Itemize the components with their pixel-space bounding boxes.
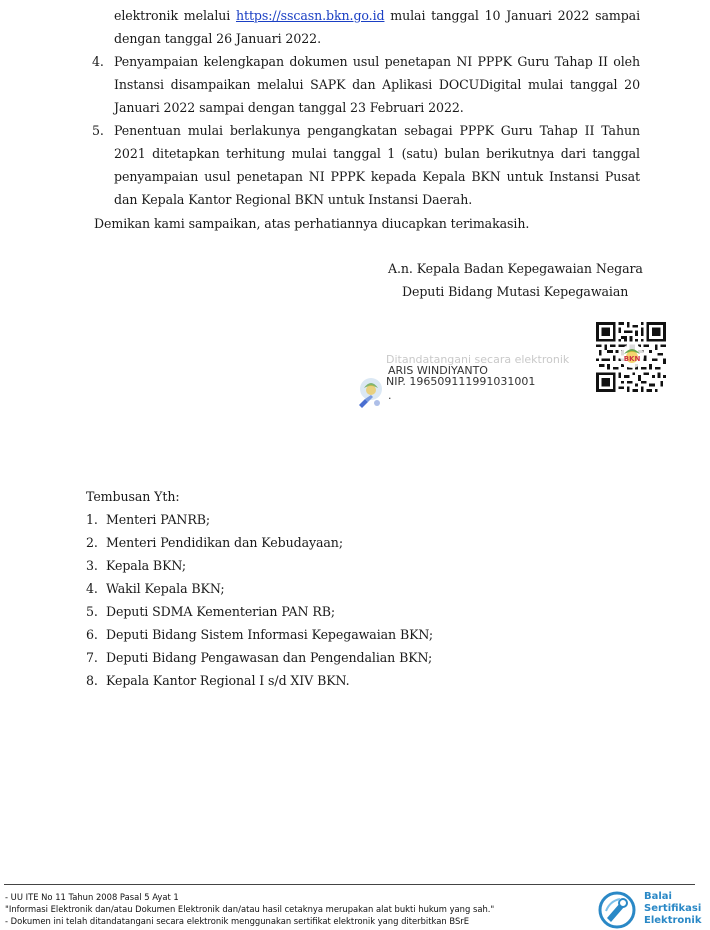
footer-line1: - UU ITE No 11 Tahun 2008 Pasal 5 Ayat 1 (5, 892, 179, 902)
list-text: Menteri Pendidikan dan Kebudayaan; (106, 535, 343, 550)
bsre-line1: Balai (644, 891, 672, 902)
list-item (86, 531, 433, 554)
sscasn-link[interactable]: https://sscasn.bkn.go.id (235, 8, 385, 23)
signature-title-line2: Deputi Bidang Mutasi Kepegawaian (402, 284, 629, 299)
list-text: Deputi Bidang Pengawasan dan Pengendalian BKN; (106, 650, 433, 665)
signer-name: ARIS WINDIYANTO (388, 364, 488, 377)
body-line: Januari 2022 sampai dengan tanggal 23 Februari 2022. (114, 100, 464, 115)
list-number: 3. (86, 558, 98, 573)
list-text: Deputi Bidang Sistem Informasi Kepegawaian BKN; (106, 627, 434, 642)
list-text: Kepala Kantor Regional I s/d XIV BKN. (106, 673, 350, 688)
footer-line3: - Dokumen ini telah ditandatangani secara elektronik menggunakan sertifikat elektronik yang diterbitkan BSrE (5, 916, 470, 926)
list-item (86, 508, 433, 531)
body-line: Penentuan mulai berlakunya pengangkatan sebagai PPPK Guru Tahap II Tahun (114, 123, 640, 138)
svg-text:BKN: BKN (623, 355, 641, 363)
bsre-logo-icon (598, 891, 636, 929)
body-line: dan Kepala Kantor Regional BKN untuk Instansi Daerah. (114, 192, 473, 207)
signature-title-line1: A.n. Kepala Badan Kepegawaian Negara (388, 261, 643, 276)
list-number: 8. (86, 673, 98, 688)
list-item-4 (92, 50, 640, 119)
list-item (86, 623, 433, 646)
list-number: 5. (92, 123, 104, 138)
body-line: penyampaian usul penetapan NI PPPK kepada Kepala BKN untuk Instansi Pusat (114, 169, 640, 184)
footer-disclaimer (5, 891, 494, 927)
footer-divider (4, 884, 695, 885)
list-item-continuation (92, 4, 640, 50)
list-number: 4. (92, 54, 104, 69)
list-text: Kepala BKN; (106, 558, 187, 573)
list-number: 5. (86, 604, 98, 619)
body-line: Instansi disampaikan melalui SAPK dan Aplikasi DOCUDigital mulai tanggal 20 (114, 77, 640, 92)
list-item (86, 669, 433, 692)
body-line: Penyampaian kelengkapan dokumen usul penetapan NI PPPK Guru Tahap II oleh (114, 54, 640, 69)
digital-seal-icon (355, 375, 387, 411)
bsre-line2: Sertifikasi (644, 903, 702, 914)
list-item (86, 554, 433, 577)
bkn-logo-icon (618, 342, 646, 370)
signer-nip: NIP. 196509111991031001 (386, 375, 536, 388)
list-text: Wakil Kepala BKN; (106, 581, 225, 596)
bsre-brand-text (644, 891, 701, 927)
esign-note: Ditandatangani secara elektronik (386, 353, 570, 366)
signature-trailing-dot: . (388, 389, 392, 402)
list-text: Menteri PANRB; (106, 512, 211, 527)
closing-sentence: Demikan kami sampaikan, atas perhatiannya diucapkan terimakasih. (94, 216, 530, 231)
body-line: dengan tanggal 26 Januari 2022. (114, 31, 321, 46)
bsre-line3: Elektronik (644, 915, 702, 926)
list-item-5 (92, 119, 640, 211)
tembusan-heading: Tembusan Yth: (86, 489, 180, 504)
list-number: 1. (86, 512, 98, 527)
footer-line2: "Informasi Elektronik dan/atau Dokumen Elektronik dan/atau hasil cetaknya merupakan alat bukti hukum yang sah." (5, 904, 495, 914)
list-number: 7. (86, 650, 98, 665)
list-item (86, 577, 433, 600)
list-number: 2. (86, 535, 98, 550)
list-number: 4. (86, 581, 98, 596)
signature-title (388, 257, 648, 303)
list-item (86, 646, 433, 669)
list-number: 6. (86, 627, 98, 642)
body-line: elektronik melalui https://sscasn.bkn.go.id mulai tanggal 10 Januari 2022 sampai (114, 8, 640, 23)
list-item (86, 600, 433, 623)
list-text: Deputi SDMA Kementerian PAN RB; (106, 604, 336, 619)
body-line: 2021 ditetapkan terhitung mulai tanggal 1 (satu) bulan berikutnya dari tanggal (114, 146, 640, 161)
cc-list (86, 508, 433, 692)
